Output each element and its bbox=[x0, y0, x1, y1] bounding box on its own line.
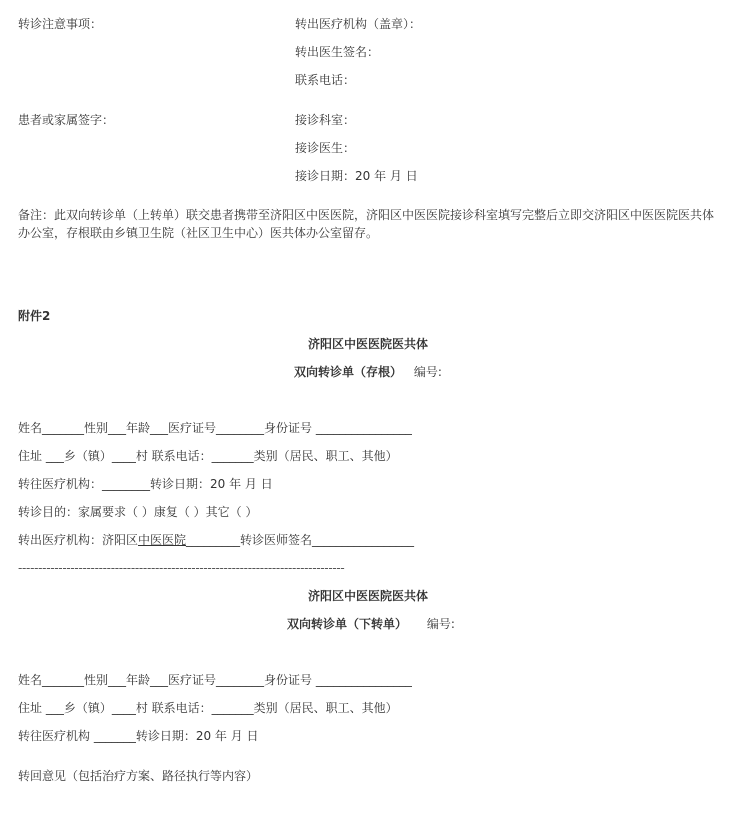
patient-signature-field: 患者或家属签字： bbox=[18, 113, 115, 127]
stub-form-header bbox=[294, 364, 442, 380]
stub-origin-mid: _________转诊医师签名 bbox=[186, 533, 313, 547]
cut-separator: --------------------------------------------------------------------------------- bbox=[18, 561, 345, 575]
down-form-title: 双向转诊单（下转单） bbox=[287, 617, 408, 631]
down-line-identity: 姓名_______性别___年龄___医疗证号________身份证号 ________________ bbox=[18, 673, 412, 687]
transfer-out-doctor-field: 转出医生签名： bbox=[295, 45, 380, 59]
receiving-doctor-field: 接诊医生： bbox=[295, 141, 356, 155]
referral-notes-label: 转诊注意事项： bbox=[18, 17, 103, 31]
receiving-dept-field: 接诊科室： bbox=[295, 113, 356, 127]
stub-line-purpose: 转诊目的：家属要求（ ）康复（ ）其它（ ） bbox=[18, 505, 258, 519]
stub-number-label: 编号: bbox=[413, 365, 442, 379]
stub-line-identity: 姓名_______性别___年龄___医疗证号________身份证号 ________________ bbox=[18, 421, 412, 435]
remark-paragraph: 备注：此双向转诊单（上转单）联交患者携带至济阳区中医医院，济阳区中医医院接诊科室填写完整后立即交济阳区中医医院医共体办公室，存根联由乡镇卫生院（社区卫生中心）医共体办公室留存。 bbox=[18, 208, 715, 240]
down-line-return-opinion: 转回意见（包括治疗方案、路径执行等内容） bbox=[18, 769, 259, 783]
down-line-destination: 转往医疗机构 _______转诊日期：20 年 月 日 bbox=[18, 729, 259, 743]
stub-form-title: 双向转诊单（存根） bbox=[294, 365, 403, 379]
stub-line-address: 住址 ___乡（镇）____村 联系电话：_______类别（居民、职工、其他） bbox=[18, 449, 398, 463]
stub-origin-end: __ bbox=[402, 533, 415, 547]
stub-origin-org: 中医医院 bbox=[138, 533, 187, 547]
contact-phone-field: 联系电话： bbox=[295, 73, 356, 87]
down-number-label: 编号: bbox=[426, 617, 455, 631]
stub-org-title: 济阳区中医医院医共体 bbox=[308, 337, 429, 351]
down-form-header bbox=[287, 616, 455, 632]
receiving-date-field: 接诊日期：20 年 月 日 bbox=[295, 169, 418, 183]
transfer-out-org-field: 转出医疗机构（盖章）： bbox=[295, 17, 422, 31]
stub-origin-prefix: 转出医疗机构：济阳区 bbox=[18, 533, 139, 547]
down-org-title: 济阳区中医医院医共体 bbox=[308, 589, 429, 603]
stub-line-destination: 转往医疗机构：________转诊日期：20 年 月 日 bbox=[18, 477, 273, 491]
stub-origin-signature-blank: _______________ bbox=[312, 533, 403, 547]
stub-line-origin bbox=[18, 532, 414, 548]
down-line-address: 住址 ___乡（镇）____村 联系电话：_______类别（居民、职工、其他） bbox=[18, 701, 398, 715]
attachment-label: 附件2 bbox=[18, 309, 51, 323]
